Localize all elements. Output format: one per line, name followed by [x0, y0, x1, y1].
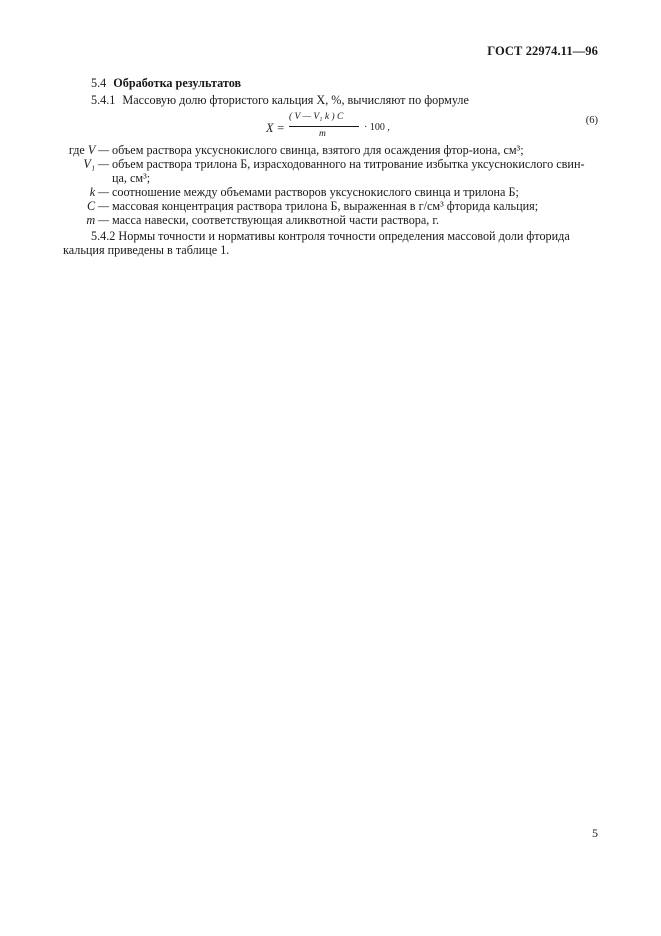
section-number: 5.4	[91, 76, 107, 90]
definition-k-text: соотношение между объемами растворов уксуснокислого свинца и трилона Б;	[112, 185, 519, 199]
formula-numerator: ( V — V₁ k ) C	[289, 112, 344, 122]
symbol-m: m —	[86, 213, 109, 227]
paragraph-5-4-1	[91, 93, 469, 107]
definition-m-text: масса навески, соответствующая аликвотной части раствора, г.	[112, 213, 440, 227]
definition-k	[0, 185, 661, 199]
definition-v-text: объем раствора уксуснокислого свинца, взятого для осаждения фтор-иона, см³;	[112, 143, 524, 157]
definition-c	[0, 199, 661, 213]
paragraph-number: 5.4.1	[91, 93, 116, 107]
definition-m	[0, 213, 661, 227]
symbol-k: k —	[89, 185, 109, 199]
paragraph-5-4-2-line-1: 5.4.2 Нормы точности и нормативы контроля точности определения массовой доли фторида	[91, 229, 570, 243]
definition-c-text: массовая концентрация раствора трилона Б, выраженная в г/см³ фторида кальция;	[112, 199, 539, 213]
definition-v1-continued	[0, 171, 661, 185]
formula-lhs: X =	[266, 121, 285, 135]
formula-multiplier: · 100 ,	[364, 122, 390, 133]
symbol-v1: V₁ —	[83, 157, 109, 171]
definition-v1	[0, 157, 661, 171]
paragraph-5-4-2-line-2: кальция приведены в таблице 1.	[63, 243, 230, 257]
definition-v1-text: объем раствора трилона Б, израсходованного на титрование избытка уксуснокислого свин-	[112, 157, 585, 171]
symbol-v: V —	[87, 143, 109, 157]
formula-6	[262, 112, 422, 146]
document-header: ГОСТ 22974.11—96	[487, 44, 598, 58]
formula-denominator: m	[319, 129, 326, 139]
section-title: Обработка результатов	[113, 76, 242, 90]
definition-v	[0, 143, 661, 157]
section-heading	[91, 76, 241, 90]
symbol-c: C —	[86, 199, 109, 213]
page-number: 5	[592, 826, 598, 840]
definition-where: где V —	[68, 143, 109, 157]
fraction-bar	[289, 126, 359, 127]
formula-number: (6)	[585, 115, 598, 126]
definition-v1-text-2: ца, см³;	[112, 171, 151, 185]
paragraph-text: Массовую долю фтористого кальция X, %, вычисляют по формуле	[122, 93, 469, 107]
